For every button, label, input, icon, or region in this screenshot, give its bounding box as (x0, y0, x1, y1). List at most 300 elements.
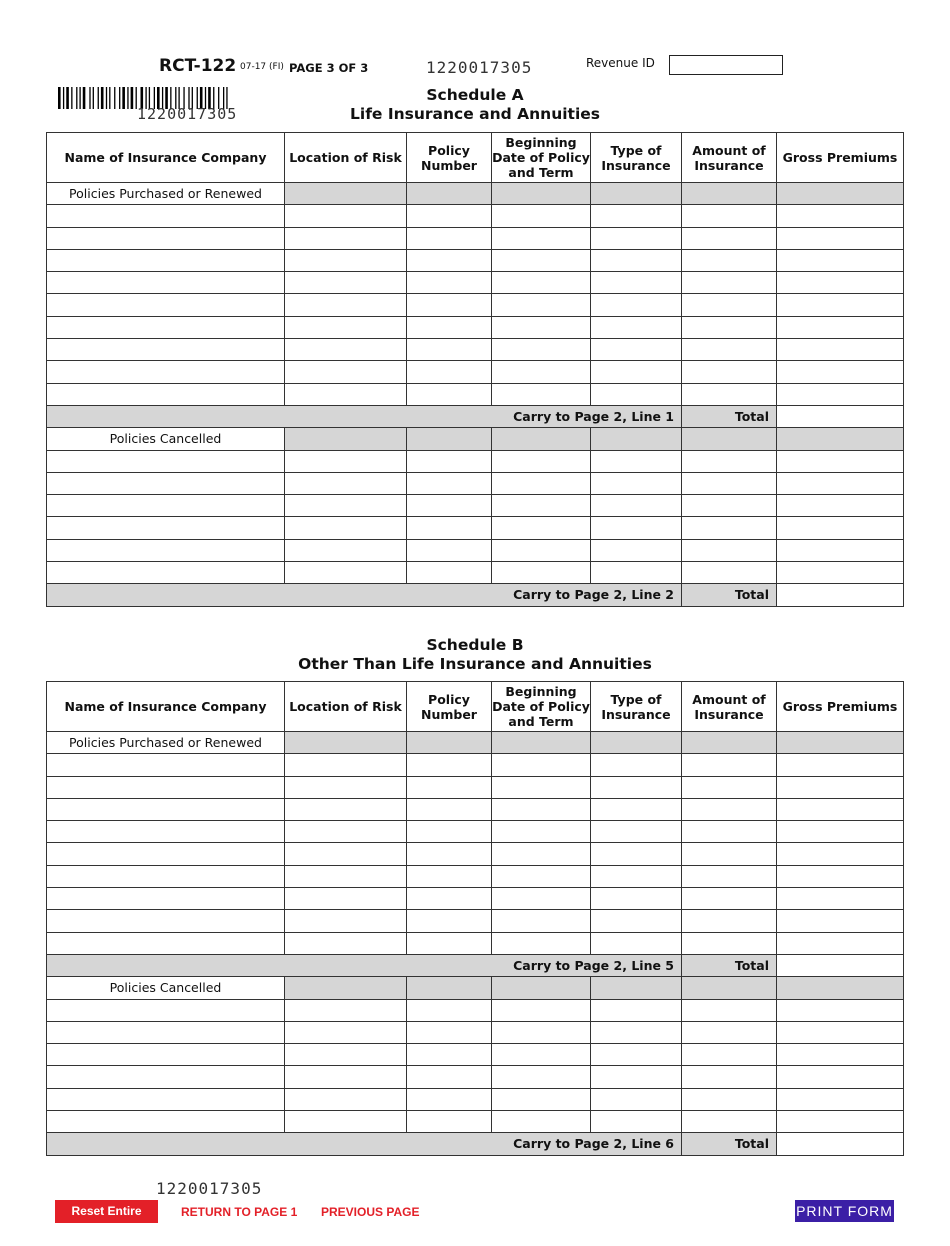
shaded-cell (285, 428, 407, 450)
company-name-input[interactable] (47, 776, 285, 798)
purchased-total-row (47, 405, 904, 427)
cancelled-total-input[interactable] (777, 584, 904, 606)
shaded-cell (492, 428, 591, 450)
gross-premiums-input[interactable] (777, 865, 904, 887)
type-of-insurance-input[interactable] (591, 562, 682, 584)
type-of-insurance-input[interactable] (591, 910, 682, 932)
policy-number-input[interactable] (407, 383, 492, 405)
location-of-risk-input[interactable] (285, 383, 407, 405)
beginning-date-input[interactable] (492, 495, 591, 517)
policy-number-input[interactable] (407, 517, 492, 539)
company-name-input[interactable] (47, 562, 285, 584)
location-of-risk-input[interactable] (285, 517, 407, 539)
cancelled-section-row (47, 977, 904, 999)
amount-of-insurance-input[interactable] (682, 562, 777, 584)
policy-number-input[interactable] (407, 227, 492, 249)
shaded-cell (591, 732, 682, 754)
type-of-insurance-input[interactable] (591, 495, 682, 517)
shaded-cell (591, 183, 682, 205)
schedule-b-table (46, 681, 904, 1156)
location-of-risk-input[interactable] (285, 472, 407, 494)
company-name-input[interactable] (47, 339, 285, 361)
col-location-of-risk-header: Location of Risk (285, 682, 407, 732)
table-row (47, 1088, 904, 1110)
gross-premiums-input[interactable] (777, 517, 904, 539)
gross-premiums-input[interactable] (777, 450, 904, 472)
shaded-cell (492, 977, 591, 999)
location-of-risk-input[interactable] (285, 821, 407, 843)
table-row (47, 888, 904, 910)
policy-number-input[interactable] (407, 1111, 492, 1133)
type-of-insurance-input[interactable] (591, 932, 682, 954)
previous-page-link[interactable]: PREVIOUS PAGE (321, 1205, 420, 1219)
gross-premiums-input[interactable] (777, 821, 904, 843)
amount-of-insurance-input[interactable] (682, 450, 777, 472)
company-name-input[interactable] (47, 361, 285, 383)
shaded-cell (591, 428, 682, 450)
table-row (47, 472, 904, 494)
policy-number-input[interactable] (407, 798, 492, 820)
amount-of-insurance-input[interactable] (682, 227, 777, 249)
beginning-date-input[interactable] (492, 1088, 591, 1110)
company-name-input[interactable] (47, 843, 285, 865)
beginning-date-input[interactable] (492, 910, 591, 932)
shaded-cell (682, 977, 777, 999)
location-of-risk-input[interactable] (285, 450, 407, 472)
company-name-input[interactable] (47, 272, 285, 294)
beginning-date-input[interactable] (492, 227, 591, 249)
gross-premiums-input[interactable] (777, 495, 904, 517)
policy-number-input[interactable] (407, 910, 492, 932)
shaded-cell (682, 732, 777, 754)
type-of-insurance-input[interactable] (591, 798, 682, 820)
purchased-section-label: Policies Purchased or Renewed (47, 183, 285, 205)
col-location-of-risk-header: Location of Risk (285, 133, 407, 183)
table-row (47, 843, 904, 865)
gross-premiums-input[interactable] (777, 754, 904, 776)
policy-number-input[interactable] (407, 776, 492, 798)
table-row (47, 821, 904, 843)
company-name-input[interactable] (47, 821, 285, 843)
beginning-date-input[interactable] (492, 472, 591, 494)
col-gross-premiums-header: Gross Premiums (777, 133, 904, 183)
total-label: Total (682, 1133, 777, 1155)
type-of-insurance-input[interactable] (591, 316, 682, 338)
company-name-input[interactable] (47, 1088, 285, 1110)
form-id: RCT-122 (159, 56, 237, 76)
type-of-insurance-input[interactable] (591, 472, 682, 494)
table-row (47, 339, 904, 361)
location-of-risk-input[interactable] (285, 865, 407, 887)
total-label: Total (682, 584, 777, 606)
location-of-risk-input[interactable] (285, 272, 407, 294)
amount-of-insurance-input[interactable] (682, 910, 777, 932)
beginning-date-input[interactable] (492, 1111, 591, 1133)
type-of-insurance-input[interactable] (591, 821, 682, 843)
policy-number-input[interactable] (407, 821, 492, 843)
col-policy-number-header: Policy Number (407, 133, 492, 183)
amount-of-insurance-input[interactable] (682, 517, 777, 539)
policy-number-input[interactable] (407, 339, 492, 361)
cancelled-total-row (47, 584, 904, 606)
type-of-insurance-input[interactable] (591, 227, 682, 249)
type-of-insurance-input[interactable] (591, 1066, 682, 1088)
gross-premiums-input[interactable] (777, 472, 904, 494)
print-form-button[interactable]: PRINT FORM (795, 1200, 894, 1222)
location-of-risk-input[interactable] (285, 932, 407, 954)
beginning-date-input[interactable] (492, 776, 591, 798)
table-row (47, 1021, 904, 1043)
policy-number-input[interactable] (407, 294, 492, 316)
beginning-date-input[interactable] (492, 562, 591, 584)
gross-premiums-input[interactable] (777, 294, 904, 316)
company-name-input[interactable] (47, 1021, 285, 1043)
schedule-a-title: Schedule A (426, 86, 524, 104)
gross-premiums-input[interactable] (777, 1066, 904, 1088)
table-row (47, 316, 904, 338)
schedule-a-table (46, 132, 904, 607)
company-name-input[interactable] (47, 798, 285, 820)
company-name-input[interactable] (47, 517, 285, 539)
policy-number-input[interactable] (407, 865, 492, 887)
company-name-input[interactable] (47, 450, 285, 472)
location-of-risk-input[interactable] (285, 1088, 407, 1110)
company-name-input[interactable] (47, 888, 285, 910)
location-of-risk-input[interactable] (285, 1111, 407, 1133)
company-name-input[interactable] (47, 383, 285, 405)
amount-of-insurance-input[interactable] (682, 205, 777, 227)
location-of-risk-input[interactable] (285, 888, 407, 910)
shaded-cell (777, 428, 904, 450)
ocr-code-bottom: 1220017305 (156, 1179, 263, 1198)
col-beginning-date-header: Beginning Date of Policy and Term (492, 133, 591, 183)
type-of-insurance-input[interactable] (591, 272, 682, 294)
table-row (47, 562, 904, 584)
type-of-insurance-input[interactable] (591, 1088, 682, 1110)
location-of-risk-input[interactable] (285, 249, 407, 271)
gross-premiums-input[interactable] (777, 932, 904, 954)
shaded-cell (492, 732, 591, 754)
type-of-insurance-input[interactable] (591, 1021, 682, 1043)
amount-of-insurance-input[interactable] (682, 1111, 777, 1133)
amount-of-insurance-input[interactable] (682, 1088, 777, 1110)
header-row (47, 133, 904, 183)
company-name-input[interactable] (47, 1044, 285, 1066)
location-of-risk-input[interactable] (285, 539, 407, 561)
beginning-date-input[interactable] (492, 272, 591, 294)
shaded-cell (682, 428, 777, 450)
amount-of-insurance-input[interactable] (682, 339, 777, 361)
amount-of-insurance-input[interactable] (682, 249, 777, 271)
table-row (47, 1111, 904, 1133)
location-of-risk-input[interactable] (285, 316, 407, 338)
beginning-date-input[interactable] (492, 339, 591, 361)
beginning-date-input[interactable] (492, 865, 591, 887)
beginning-date-input[interactable] (492, 316, 591, 338)
return-to-page-1-link[interactable]: RETURN TO PAGE 1 (181, 1205, 298, 1219)
policy-number-input[interactable] (407, 1021, 492, 1043)
amount-of-insurance-input[interactable] (682, 1066, 777, 1088)
barcode-number: 1220017305 (137, 105, 238, 123)
beginning-date-input[interactable] (492, 383, 591, 405)
location-of-risk-input[interactable] (285, 495, 407, 517)
reset-form-button[interactable]: Reset Entire Form (55, 1200, 158, 1223)
amount-of-insurance-input[interactable] (682, 361, 777, 383)
table-row (47, 294, 904, 316)
policy-number-input[interactable] (407, 495, 492, 517)
gross-premiums-input[interactable] (777, 339, 904, 361)
amount-of-insurance-input[interactable] (682, 999, 777, 1021)
gross-premiums-input[interactable] (777, 205, 904, 227)
type-of-insurance-input[interactable] (591, 865, 682, 887)
amount-of-insurance-input[interactable] (682, 316, 777, 338)
table-row (47, 865, 904, 887)
policy-number-input[interactable] (407, 754, 492, 776)
col-gross-premiums-header: Gross Premiums (777, 682, 904, 732)
amount-of-insurance-input[interactable] (682, 798, 777, 820)
company-name-input[interactable] (47, 495, 285, 517)
col-policy-number-header: Policy Number (407, 682, 492, 732)
beginning-date-input[interactable] (492, 1021, 591, 1043)
table-row (47, 932, 904, 954)
location-of-risk-input[interactable] (285, 1044, 407, 1066)
cancelled-section-row (47, 428, 904, 450)
type-of-insurance-input[interactable] (591, 205, 682, 227)
table-row (47, 539, 904, 561)
policy-number-input[interactable] (407, 450, 492, 472)
table-row (47, 754, 904, 776)
gross-premiums-input[interactable] (777, 1021, 904, 1043)
table-row (47, 776, 904, 798)
purchased-total-input[interactable] (777, 405, 904, 427)
beginning-date-input[interactable] (492, 798, 591, 820)
policy-number-input[interactable] (407, 472, 492, 494)
beginning-date-input[interactable] (492, 821, 591, 843)
location-of-risk-input[interactable] (285, 910, 407, 932)
type-of-insurance-input[interactable] (591, 999, 682, 1021)
policy-number-input[interactable] (407, 1044, 492, 1066)
type-of-insurance-input[interactable] (591, 450, 682, 472)
amount-of-insurance-input[interactable] (682, 294, 777, 316)
company-name-input[interactable] (47, 472, 285, 494)
amount-of-insurance-input[interactable] (682, 754, 777, 776)
shaded-cell (777, 977, 904, 999)
location-of-risk-input[interactable] (285, 843, 407, 865)
type-of-insurance-input[interactable] (591, 776, 682, 798)
location-of-risk-input[interactable] (285, 1066, 407, 1088)
company-name-input[interactable] (47, 1111, 285, 1133)
purchased-total-input[interactable] (777, 954, 904, 976)
type-of-insurance-input[interactable] (591, 1111, 682, 1133)
form-revision: 07-17 (FI) (240, 62, 284, 72)
location-of-risk-input[interactable] (285, 1021, 407, 1043)
location-of-risk-input[interactable] (285, 798, 407, 820)
beginning-date-input[interactable] (492, 888, 591, 910)
shaded-cell (682, 183, 777, 205)
amount-of-insurance-input[interactable] (682, 888, 777, 910)
policy-number-input[interactable] (407, 249, 492, 271)
gross-premiums-input[interactable] (777, 999, 904, 1021)
shaded-cell (777, 183, 904, 205)
beginning-date-input[interactable] (492, 361, 591, 383)
gross-premiums-input[interactable] (777, 910, 904, 932)
policy-number-input[interactable] (407, 1088, 492, 1110)
shaded-cell (492, 183, 591, 205)
table-row (47, 495, 904, 517)
beginning-date-input[interactable] (492, 754, 591, 776)
beginning-date-input[interactable] (492, 843, 591, 865)
purchased-carry-label: Carry to Page 2, Line 1 (47, 405, 682, 427)
company-name-input[interactable] (47, 754, 285, 776)
beginning-date-input[interactable] (492, 932, 591, 954)
company-name-input[interactable] (47, 316, 285, 338)
company-name-input[interactable] (47, 294, 285, 316)
location-of-risk-input[interactable] (285, 361, 407, 383)
schedule-a-subtitle: Life Insurance and Annuities (350, 105, 600, 123)
col-company-name-header: Name of Insurance Company (47, 682, 285, 732)
company-name-input[interactable] (47, 932, 285, 954)
gross-premiums-input[interactable] (777, 1111, 904, 1133)
company-name-input[interactable] (47, 249, 285, 271)
beginning-date-input[interactable] (492, 249, 591, 271)
type-of-insurance-input[interactable] (591, 843, 682, 865)
amount-of-insurance-input[interactable] (682, 1044, 777, 1066)
policy-number-input[interactable] (407, 932, 492, 954)
type-of-insurance-input[interactable] (591, 539, 682, 561)
gross-premiums-input[interactable] (777, 562, 904, 584)
type-of-insurance-input[interactable] (591, 383, 682, 405)
policy-number-input[interactable] (407, 843, 492, 865)
schedule-a-heading (0, 86, 950, 124)
amount-of-insurance-input[interactable] (682, 776, 777, 798)
table-row (47, 517, 904, 539)
amount-of-insurance-input[interactable] (682, 932, 777, 954)
location-of-risk-input[interactable] (285, 227, 407, 249)
beginning-date-input[interactable] (492, 205, 591, 227)
company-name-input[interactable] (47, 865, 285, 887)
beginning-date-input[interactable] (492, 517, 591, 539)
table-row (47, 910, 904, 932)
gross-premiums-input[interactable] (777, 227, 904, 249)
gross-premiums-input[interactable] (777, 249, 904, 271)
location-of-risk-input[interactable] (285, 339, 407, 361)
gross-premiums-input[interactable] (777, 888, 904, 910)
location-of-risk-input[interactable] (285, 562, 407, 584)
col-amount-of-insurance-header: Amount of Insurance (682, 133, 777, 183)
policy-number-input[interactable] (407, 888, 492, 910)
beginning-date-input[interactable] (492, 539, 591, 561)
type-of-insurance-input[interactable] (591, 754, 682, 776)
policy-number-input[interactable] (407, 539, 492, 561)
gross-premiums-input[interactable] (777, 272, 904, 294)
gross-premiums-input[interactable] (777, 798, 904, 820)
beginning-date-input[interactable] (492, 1044, 591, 1066)
total-label: Total (682, 405, 777, 427)
gross-premiums-input[interactable] (777, 1088, 904, 1110)
revenue-id-input[interactable] (669, 55, 783, 75)
amount-of-insurance-input[interactable] (682, 843, 777, 865)
company-name-input[interactable] (47, 910, 285, 932)
company-name-input[interactable] (47, 999, 285, 1021)
location-of-risk-input[interactable] (285, 294, 407, 316)
amount-of-insurance-input[interactable] (682, 1021, 777, 1043)
purchased-section-row (47, 183, 904, 205)
col-type-of-insurance-header: Type of Insurance (591, 133, 682, 183)
page-indicator: PAGE 3 OF 3 (289, 61, 369, 75)
cancelled-carry-label: Carry to Page 2, Line 2 (47, 584, 682, 606)
type-of-insurance-input[interactable] (591, 294, 682, 316)
amount-of-insurance-input[interactable] (682, 272, 777, 294)
type-of-insurance-input[interactable] (591, 339, 682, 361)
location-of-risk-input[interactable] (285, 999, 407, 1021)
table-row (47, 249, 904, 271)
col-type-of-insurance-header: Type of Insurance (591, 682, 682, 732)
gross-premiums-input[interactable] (777, 1044, 904, 1066)
shaded-cell (777, 732, 904, 754)
purchased-total-row (47, 954, 904, 976)
policy-number-input[interactable] (407, 562, 492, 584)
beginning-date-input[interactable] (492, 999, 591, 1021)
policy-number-input[interactable] (407, 205, 492, 227)
location-of-risk-input[interactable] (285, 754, 407, 776)
cancelled-section-label: Policies Cancelled (47, 977, 285, 999)
shaded-cell (285, 977, 407, 999)
type-of-insurance-input[interactable] (591, 888, 682, 910)
policy-number-input[interactable] (407, 999, 492, 1021)
beginning-date-input[interactable] (492, 450, 591, 472)
gross-premiums-input[interactable] (777, 383, 904, 405)
amount-of-insurance-input[interactable] (682, 383, 777, 405)
policy-number-input[interactable] (407, 316, 492, 338)
table-row (47, 383, 904, 405)
location-of-risk-input[interactable] (285, 776, 407, 798)
policy-number-input[interactable] (407, 272, 492, 294)
company-name-input[interactable] (47, 205, 285, 227)
amount-of-insurance-input[interactable] (682, 472, 777, 494)
gross-premiums-input[interactable] (777, 539, 904, 561)
location-of-risk-input[interactable] (285, 205, 407, 227)
type-of-insurance-input[interactable] (591, 1044, 682, 1066)
schedule-b-subtitle: Other Than Life Insurance and Annuities (298, 655, 652, 673)
gross-premiums-input[interactable] (777, 316, 904, 338)
type-of-insurance-input[interactable] (591, 249, 682, 271)
amount-of-insurance-input[interactable] (682, 495, 777, 517)
type-of-insurance-input[interactable] (591, 517, 682, 539)
shaded-cell (407, 732, 492, 754)
company-name-input[interactable] (47, 227, 285, 249)
amount-of-insurance-input[interactable] (682, 821, 777, 843)
cancelled-section-label: Policies Cancelled (47, 428, 285, 450)
type-of-insurance-input[interactable] (591, 361, 682, 383)
purchased-section-label: Policies Purchased or Renewed (47, 732, 285, 754)
amount-of-insurance-input[interactable] (682, 539, 777, 561)
gross-premiums-input[interactable] (777, 776, 904, 798)
amount-of-insurance-input[interactable] (682, 865, 777, 887)
header-row (47, 682, 904, 732)
cancelled-total-input[interactable] (777, 1133, 904, 1155)
company-name-input[interactable] (47, 539, 285, 561)
table-row (47, 205, 904, 227)
gross-premiums-input[interactable] (777, 361, 904, 383)
gross-premiums-input[interactable] (777, 843, 904, 865)
beginning-date-input[interactable] (492, 294, 591, 316)
policy-number-input[interactable] (407, 361, 492, 383)
policy-number-input[interactable] (407, 1066, 492, 1088)
company-name-input[interactable] (47, 1066, 285, 1088)
beginning-date-input[interactable] (492, 1066, 591, 1088)
schedule-b-heading (0, 636, 950, 674)
shaded-cell (407, 428, 492, 450)
